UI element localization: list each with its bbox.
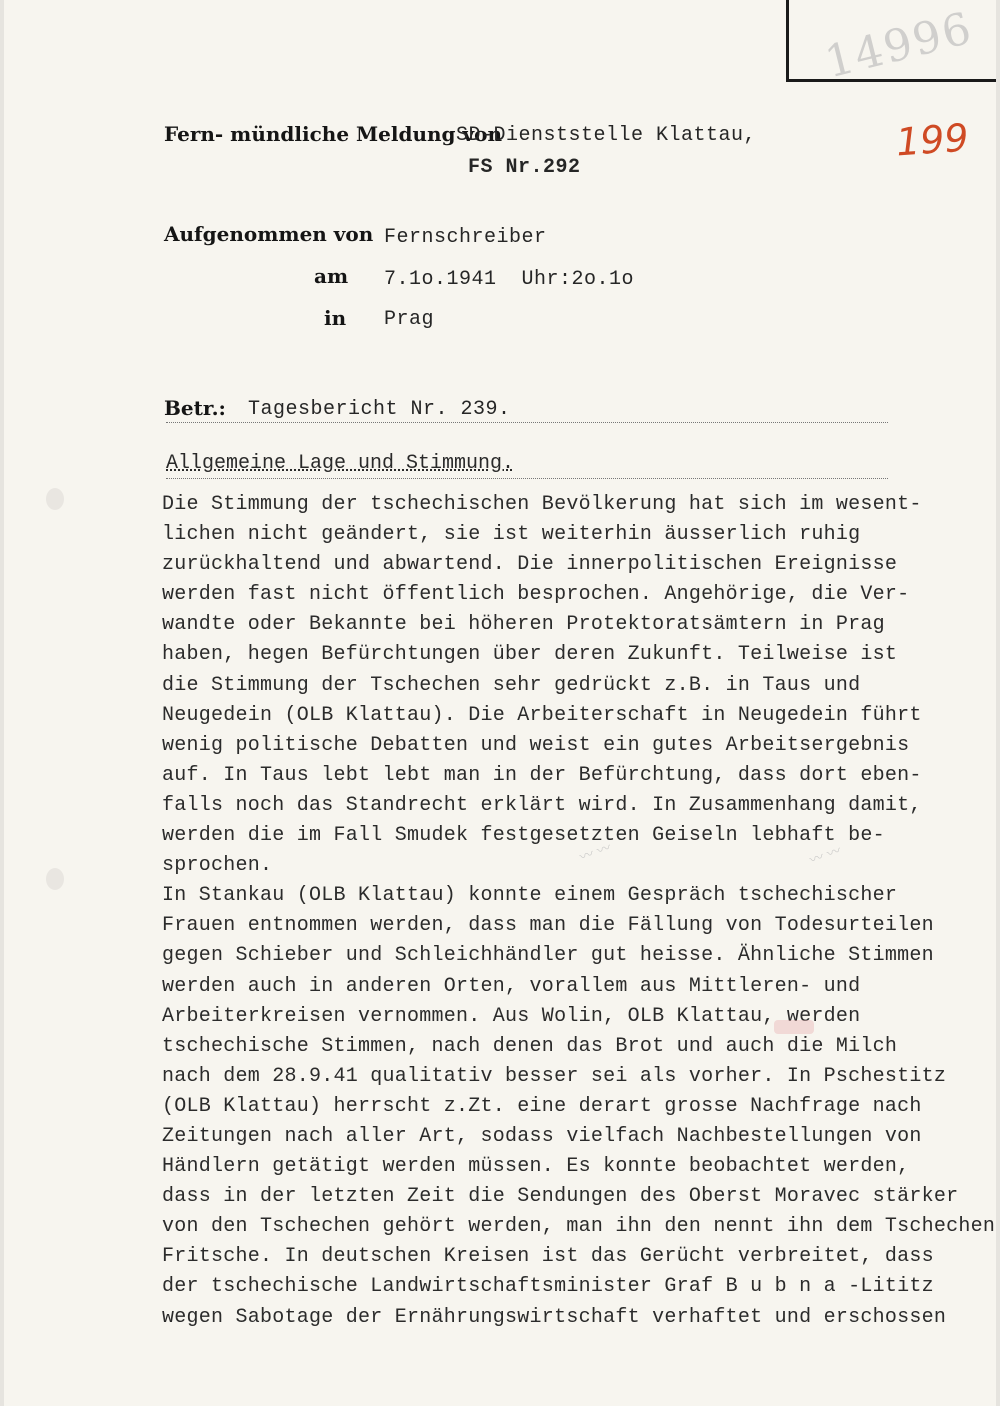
report-line: die Stimmung der Tschechen sehr gedrückt z.B. in Taus und — [162, 673, 861, 697]
recorded-by-value: Fernschreiber — [384, 226, 547, 249]
report-body — [162, 490, 996, 1333]
report-line: wegen Sabotage der Ernährungswirtschaft verhaftet und erschossen — [162, 1305, 947, 1329]
document-page — [4, 0, 996, 1406]
subject-label: Betr.: — [164, 396, 226, 420]
subject-rule — [166, 422, 888, 423]
report-line: Zeitungen nach aller Art, sodass vielfach Nachbestellungen von — [162, 1124, 922, 1148]
report-line: (OLB Klattau) herrscht z.Zt. eine derart grosse Nachfrage nach — [162, 1094, 922, 1118]
report-line: tschechische Stimmen, nach denen das Brot und auch die Milch — [162, 1034, 898, 1058]
recorded-by-label: Aufgenommen von — [164, 222, 374, 246]
report-line: falls noch das Standrecht erklärt wird. In Zusammenhang damit, — [162, 793, 922, 817]
report-line: werden die im Fall Smudek festgesetzten Geiseln lebhaft be- — [162, 824, 885, 848]
archive-stamp-number: 14996 — [820, 2, 978, 89]
report-line: nach dem 28.9.41 qualitativ besser sei als vorher. In Pschestitz — [162, 1064, 947, 1088]
report-line: Neugedein (OLB Klattau). Die Arbeiterschaft in Neugedein führt — [162, 703, 922, 727]
subject-value: Tagesbericht Nr. 239. — [248, 398, 511, 421]
report-line: Händlern getätigt werden müssen. Es konnte beobachtet werden, — [162, 1155, 910, 1179]
report-line: werden auch in anderen Orten, vorallem aus Mittleren- und — [162, 974, 861, 998]
report-line: zurückhaltend und abwartend. Die innerpolitischen Ereignisse — [162, 553, 898, 577]
report-line: Die Stimmung der tschechischen Bevölkerung hat sich im wesent- — [162, 493, 922, 516]
report-line: dass in der letzten Zeit die Sendungen des Oberst Moravec stärker — [162, 1185, 959, 1209]
report-line: wenig politische Debatten und weist ein gutes Arbeitsergebnis — [162, 733, 910, 757]
report-line: gegen Schieber und Schleichhändler gut heisse. Ähnliche Stimmen — [162, 944, 934, 968]
fs-number: FS Nr.292 — [468, 156, 581, 179]
section-heading: Allgemeine Lage und Stimmung. — [166, 452, 515, 475]
punch-hole — [46, 868, 64, 890]
place-value: Prag — [384, 308, 435, 331]
punch-hole — [46, 488, 64, 510]
title-value: SD-Dienststelle Klattau, — [456, 124, 757, 147]
red-stamp-smudge — [774, 1020, 814, 1034]
report-line: der tschechische Landwirtschaftsminister Graf B u b n a -Lititz — [162, 1275, 934, 1299]
report-line: sprochen. — [162, 854, 273, 878]
report-line: wandte oder Bekannte bei höheren Protektoratsämtern in Prag — [162, 613, 885, 637]
date-value: 7.1o.1941 Uhr:2o.1o — [384, 268, 635, 291]
report-line: lichen nicht geändert, sie ist weiterhin äusserlich ruhig — [162, 523, 861, 547]
folio-number: 199 — [894, 115, 970, 165]
report-line: auf. In Taus lebt lebt man in der Befürchtung, dass dort eben- — [162, 763, 922, 787]
report-line: von den Tschechen gehört werden, man ihn den nennt ihn dem Tschechen — [162, 1215, 996, 1239]
report-line: haben, hegen Befürchtungen über deren Zukunft. Teilweise ist — [162, 643, 898, 667]
pencil-annotation: 〰 〰 — [807, 842, 844, 870]
report-line: Arbeiterkreisen vernommen. Aus Wolin, OLB Klattau, werden — [162, 1004, 861, 1028]
place-label: in — [324, 306, 347, 330]
report-line: werden fast nicht öffentlich besprochen. Angehörige, die Ver- — [162, 583, 910, 607]
heading-rule — [166, 478, 888, 479]
date-label: am — [314, 264, 349, 288]
title-label: Fern- mündliche Meldung von — [164, 122, 502, 146]
report-line: Fritsche. In deutschen Kreisen ist das Gerücht verbreitet, dass — [162, 1245, 934, 1269]
pencil-annotation: 〰 〰 — [577, 839, 614, 867]
report-line: In Stankau (OLB Klattau) konnte einem Gespräch tschechischer — [162, 884, 898, 908]
report-line: Frauen entnommen werden, dass man die Fällung von Todesurteilen — [162, 914, 934, 938]
